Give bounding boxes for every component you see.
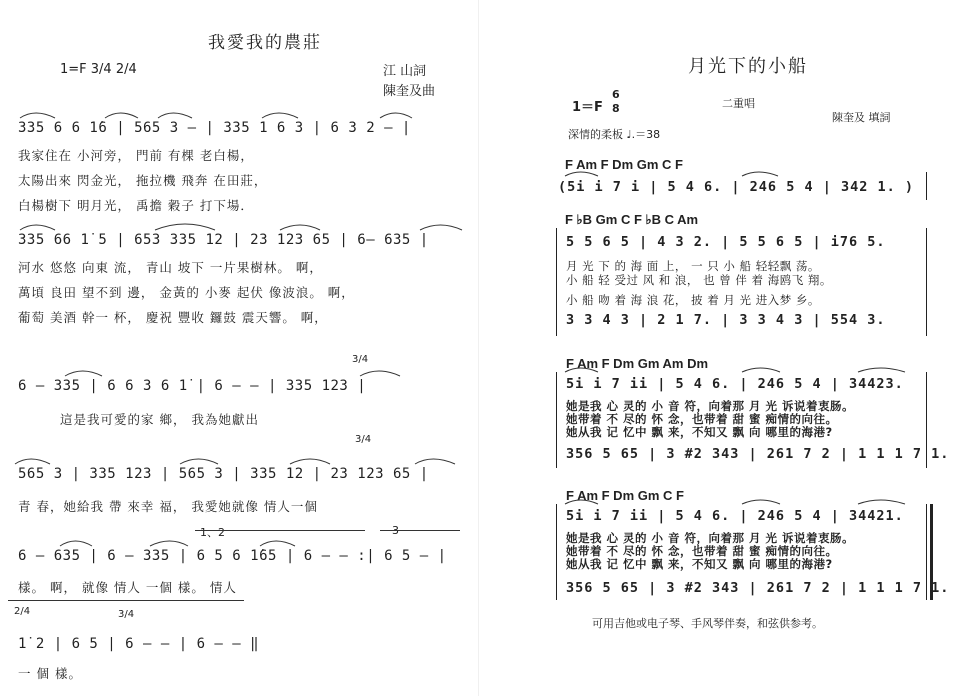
right-s2-lyric-3: 她从我 记 忆中 飘 来，不知又 飘 向 哪里的海港? [566, 425, 833, 439]
right-s2-low-notes: 356 5 65 | 3 #2 343 | 261 7 2 | 1 1 1 7 1. [566, 446, 950, 462]
left-meter-mark-1: 3/4 [352, 354, 369, 365]
right-s2-lyric-1: 她是我 心 灵的 小 音 符，向着那 月 光 诉说着衷肠。 [566, 399, 855, 413]
right-s1-lyric-2: 小 船 轻 受过 风 和 浪， 也 曾 伴 着 海鸥飞 翔。 [566, 273, 832, 287]
right-s2-chords: F Am F Dm Gm Am Dm [566, 356, 709, 371]
left-notes-line-6: 1̇ 2 | 6 5 | 6 — — | 6 — — ‖ [18, 636, 260, 652]
left-meter-mark-2: 3/4 [355, 434, 372, 445]
right-s1-chords: F ♭B Gm C F ♭B C Am [565, 212, 699, 227]
right-s3-lyric-2: 她带着 不 尽的 怀 念，也带着 甜 蜜 痴情的向往。 [566, 544, 838, 558]
right-s3-lyric-3: 她从我 记 忆中 飘 来，不知又 飘 向 哪里的海港? [566, 557, 833, 571]
left-lyricist: 江 山詞 [383, 64, 427, 79]
right-s1-notes: 5 5 6 5 | 4 3 2. | 5 5 6 5 | i76 5. [566, 234, 886, 250]
left-notes-line-1: 335 6 6 1̇6 | 565 3 — | 335 1 6 3 | 6 3 2 — | [18, 120, 411, 136]
left-lyric-line-5: 樣。 啊， 就像 情人 一個 樣。 情人 [18, 580, 237, 595]
right-s1-lyric-1: 月 光 下 的 海 面 上， 一 只 小 船 轻轻飘 荡。 [566, 259, 820, 273]
left-notes-line-2: 335 66 1̇ 5 | 653 335 12 | 23 123 65 | 6— 635 | [18, 232, 429, 248]
left-lyric-line-1b: 太陽出來 閃金光， 拖拉機 飛奔 在田莊， [18, 173, 268, 188]
left-meter-mark-4: 3/4 [118, 609, 135, 620]
right-s1-lyric-3: 小 船 吻 着 海 浪 花， 披 着 月 光 进入梦 乡。 [566, 293, 820, 307]
left-volta-2: 3 [392, 524, 399, 537]
right-s3-chords: F Am F Dm Gm C F [566, 488, 684, 503]
left-lyric-line-1a: 我家住在 小河旁， 門前 有棵 老白楊， [18, 148, 254, 163]
right-s2-notes: 5i i 7 ii | 5 4 6. | 246 5 4 | 34423. [566, 376, 904, 392]
right-s3-low-notes: 356 5 65 | 3 #2 343 | 261 7 2 | 1 1 1 7 1. [566, 580, 950, 596]
left-lyric-line-1c: 白楊樹下 明月光， 禹擔 穀子 打下場． [18, 198, 254, 213]
right-key: 1＝F [572, 100, 603, 115]
right-tempo: 深情的柔板 ♩.＝38 [568, 128, 661, 141]
right-title: 月光下的小船 [688, 56, 808, 77]
right-duet-label: 二重唱 [722, 97, 755, 110]
left-notes-line-5: 6 — 635 | 6 — 335 | 6 5 6 1̇65 | 6 — — :| 6 5 — | [18, 548, 447, 564]
right-meter-bottom: 8 [612, 102, 620, 115]
right-meter-top: 6 [612, 88, 620, 101]
left-meter-mark-3: 2/4 [14, 606, 31, 617]
right-s1-low-notes: 3 3 4 3 | 2 1 7. | 3 3 4 3 | 554 3. [566, 312, 886, 328]
left-key-signature: 1=F 3/4 2/4 [60, 62, 137, 77]
left-lyric-line-4: 青 春，她給我 帶 來幸 福， 我愛她就像 情人一個 [18, 499, 318, 514]
right-s3-lyric-1: 她是我 心 灵的 小 音 符，向着那 月 光 诉说着衷肠。 [566, 531, 855, 545]
right-intro-chords: F Am F Dm Gm C F [565, 157, 683, 172]
left-notes-line-4: 565 3 | 335 123 | 565 3 | 335 12 | 23 123 65 | [18, 466, 429, 482]
right-s2-lyric-2: 她带着 不 尽的 怀 念，也带着 甜 蜜 痴情的向往。 [566, 412, 838, 426]
left-lyric-line-2b: 萬頃 良田 望不到 邊， 金黃的 小麥 起伏 像波浪。 啊， [18, 285, 355, 300]
right-intro-notes: (5i i 7 i | 5 4 6. | 246 5 4 | 342 1. ) [558, 179, 914, 195]
right-s3-notes: 5i i 7 ii | 5 4 6. | 246 5 4 | 34421. [566, 508, 904, 524]
left-notes-line-3: 6 — 335 | 6 6 3 6 1̇ | 6 — — | 335 123 | [18, 378, 367, 394]
left-lyric-line-3: 這是我可愛的家 鄉， 我為她獻出 [60, 412, 259, 427]
right-footer-note: 可用吉他或电子琴、手风琴伴奏，和弦供参考。 [592, 617, 823, 630]
left-lyric-line-6: 一 個 樣。 [18, 666, 82, 681]
left-lyric-line-2a: 河水 悠悠 向東 流， 青山 坡下 一片果樹林。 啊， [18, 260, 323, 275]
left-title: 我愛我的農莊 [208, 33, 322, 53]
right-composer: 陳奎及 填詞 [832, 111, 891, 124]
left-lyric-line-2c: 葡萄 美酒 幹一 杯， 慶祝 豐收 鑼鼓 震天響。 啊， [18, 310, 328, 325]
left-composer: 陳奎及曲 [383, 84, 436, 99]
left-volta-1: 1、2 [200, 526, 225, 539]
